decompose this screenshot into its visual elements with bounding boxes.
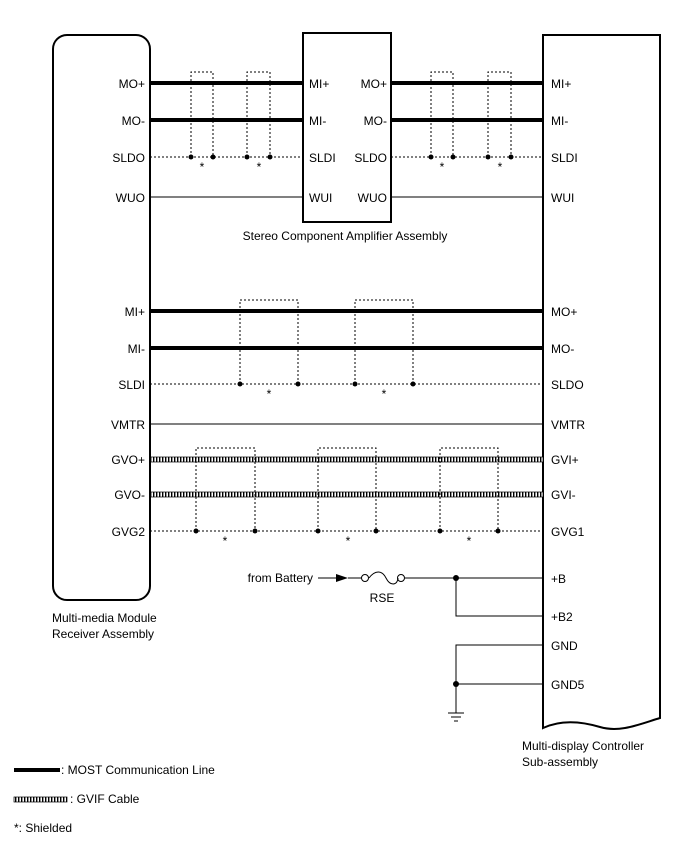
- shield-dot: [245, 155, 250, 160]
- shield-dot: [451, 155, 456, 160]
- legend-most-label: : MOST Communication Line: [61, 763, 215, 777]
- receiver-pin-label: GVO-: [114, 488, 145, 502]
- shield-mark: *: [256, 160, 262, 174]
- receiver-pin-label: MI+: [124, 305, 145, 319]
- shield-dot: [429, 155, 434, 160]
- shield-dot: [253, 529, 258, 534]
- receiver-name-line2: Receiver Assembly: [52, 627, 155, 641]
- receiver-pin-label: GVO+: [111, 453, 145, 467]
- shield-dot: [438, 529, 443, 534]
- shield-dot: [268, 155, 273, 160]
- receiver-pin-label: MO+: [118, 77, 145, 91]
- receiver-pin-label: MI-: [127, 342, 145, 356]
- controller-pin-label: MI+: [551, 77, 572, 91]
- controller-pin-label: VMTR: [551, 418, 585, 432]
- gvif-cable-plus: [150, 457, 543, 462]
- controller-pin-label: GND5: [551, 678, 585, 692]
- shield-dot: [189, 155, 194, 160]
- receiver-pin-label: WUO: [115, 191, 145, 205]
- fuse-terminal-right: [398, 575, 405, 582]
- amplifier-pin-label: MO+: [360, 77, 387, 91]
- shield-mark: *: [222, 534, 228, 548]
- controller-pin-label: SLDO: [551, 378, 584, 392]
- shield-mark: *: [439, 160, 445, 174]
- shield-dot: [496, 529, 501, 534]
- wire-plus-b2: [456, 578, 543, 616]
- shield-mark: *: [266, 387, 272, 401]
- controller-pin-label: SLDI: [551, 151, 578, 165]
- amplifier-pin-label: SLDO: [354, 151, 387, 165]
- receiver-name-line1: Multi-media Module: [52, 611, 157, 625]
- receiver-pin-label: MO-: [121, 114, 145, 128]
- shield-dot: [374, 529, 379, 534]
- receiver-pin-label: SLDI: [118, 378, 145, 392]
- receiver-pin-label: SLDO: [112, 151, 145, 165]
- shield-dot: [211, 155, 216, 160]
- legend-shielded-label: *: Shielded: [14, 821, 73, 835]
- amplifier-pin-label: SLDI: [309, 151, 336, 165]
- legend-gvif-label: : GVIF Cable: [70, 792, 140, 806]
- controller-pin-label: MO-: [551, 342, 575, 356]
- junction-dot: [453, 681, 459, 687]
- fuse-terminal-left: [362, 575, 369, 582]
- amplifier-pin-label: WUO: [357, 191, 387, 205]
- shield-mark: *: [345, 534, 351, 548]
- controller-pin-label: MO+: [551, 305, 578, 319]
- fuse-label: RSE: [369, 591, 395, 605]
- shield-mark: *: [466, 534, 472, 548]
- receiver-pin-label: GVG2: [111, 525, 145, 539]
- amplifier-pin-label: MI-: [309, 114, 327, 128]
- shield-mark: *: [497, 160, 503, 174]
- receiver-pin-label: VMTR: [111, 418, 145, 432]
- controller-pin-label: GVG1: [551, 525, 585, 539]
- controller-name-line2: Sub-assembly: [522, 755, 599, 769]
- amplifier-pin-label: MO-: [363, 114, 387, 128]
- ground-icon: [448, 713, 464, 721]
- shield-dot: [296, 382, 301, 387]
- shield-dot: [316, 529, 321, 534]
- controller-pin-label: GVI+: [551, 453, 579, 467]
- shield-dot: [509, 155, 514, 160]
- controller-pin-label: +B: [551, 572, 567, 586]
- controller-pin-label: +B2: [551, 610, 573, 624]
- shield-dot: [194, 529, 199, 534]
- shield-dot: [238, 382, 243, 387]
- shield-mark: *: [381, 387, 387, 401]
- amplifier-pin-label: WUI: [309, 191, 333, 205]
- gvif-cable-minus: [150, 492, 543, 497]
- controller-pin-label: GVI-: [551, 488, 576, 502]
- controller-pin-label: GND: [551, 639, 578, 653]
- controller-pin-label: MI-: [551, 114, 569, 128]
- battery-source-label: from Battery: [247, 571, 313, 585]
- controller-pin-label: WUI: [551, 191, 575, 205]
- controller-name-line1: Multi-display Controller: [522, 739, 645, 753]
- legend-gvif-cable-icon: [14, 797, 67, 802]
- shield-dot: [486, 155, 491, 160]
- battery-arrow-head: [336, 574, 348, 582]
- shield-dot: [353, 382, 358, 387]
- amplifier-pin-label: MI+: [309, 77, 330, 91]
- shield-dot: [411, 382, 416, 387]
- fuse-rse-icon: [369, 572, 398, 584]
- shield-mark: *: [199, 160, 205, 174]
- amplifier-name: Stereo Component Amplifier Assembly: [242, 229, 448, 243]
- wire-gnd: [456, 645, 543, 713]
